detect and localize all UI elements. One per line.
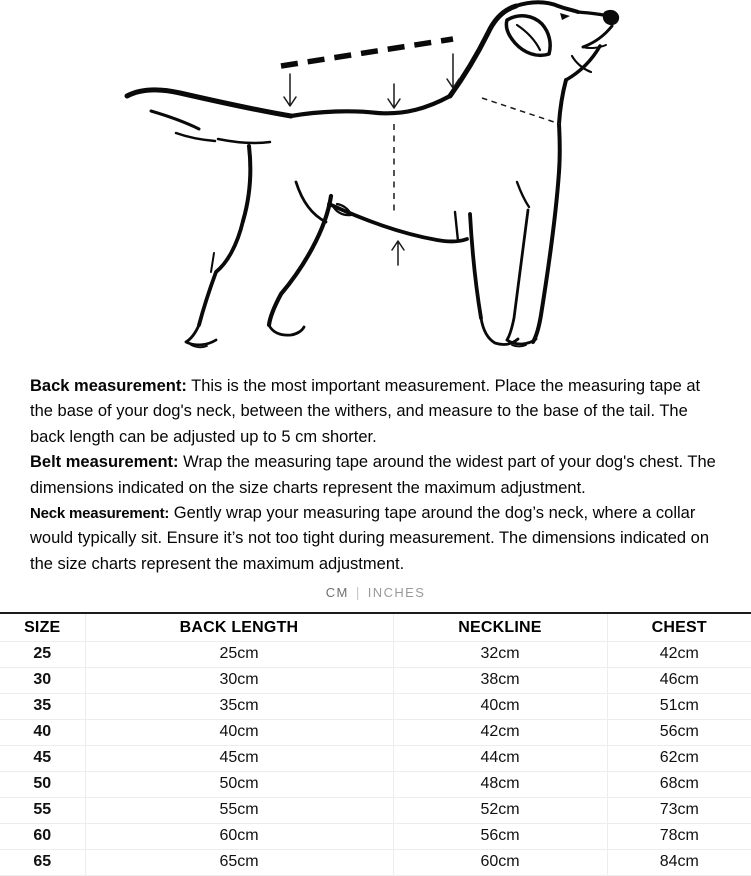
header-back-length: BACK LENGTH [85,613,393,641]
cell-neckline: 44cm [393,745,607,771]
cell-chest: 68cm [607,771,751,797]
cell-chest: 46cm [607,667,751,693]
size-chart-header [0,613,751,641]
cell-size: 40 [0,719,85,745]
dog-nose [603,10,619,25]
cell-neckline: 38cm [393,667,607,693]
cell-size: 25 [0,641,85,667]
cell-back-length: 35cm [85,693,393,719]
up-arrow-icon [392,241,404,265]
table-row [0,641,751,667]
cell-chest: 56cm [607,719,751,745]
cell-chest: 73cm [607,797,751,823]
dog-measurement-illustration [0,0,751,366]
cell-chest: 78cm [607,823,751,849]
unit-toggle [0,584,751,604]
cell-back-length: 30cm [85,667,393,693]
down-arrow-icon [284,74,296,106]
table-row [0,797,751,823]
back-measurement-text: This is the most important measurement. Place the measuring tape at the base of your dog's neck, between the withers, and measure to the base of the tail. The back length can be adjusted up to 5 cm shorter. [30,377,701,446]
cell-back-length: 50cm [85,771,393,797]
cell-size: 55 [0,797,85,823]
cell-neckline: 40cm [393,693,607,719]
cell-neckline: 52cm [393,797,607,823]
belt-measurement-text: Wrap the measuring tape around the widest part of your dog's chest. The dimensions indicated on the size charts represent the maximum adjustment. [30,453,716,497]
down-arrow-icon [388,84,400,108]
neck-measurement-paragraph [30,501,723,577]
cell-size: 30 [0,667,85,693]
header-neckline: NECKLINE [393,613,607,641]
cell-size: 35 [0,693,85,719]
unit-toggle-cm[interactable]: CM [325,585,349,601]
table-row [0,719,751,745]
back-measurement-paragraph [30,374,723,450]
cell-chest: 84cm [607,849,751,875]
cell-chest: 42cm [607,641,751,667]
table-row [0,823,751,849]
cell-neckline: 56cm [393,823,607,849]
belt-measurement-label: Belt measurement: [30,453,179,472]
cell-back-length: 65cm [85,849,393,875]
cell-back-length: 45cm [85,745,393,771]
table-row [0,849,751,875]
header-chest: CHEST [607,613,751,641]
size-chart-table [0,612,751,876]
cell-size: 45 [0,745,85,771]
table-row [0,745,751,771]
table-row [0,771,751,797]
measurement-instructions [0,366,751,577]
cell-size: 65 [0,849,85,875]
cell-back-length: 40cm [85,719,393,745]
neck-measurement-text: Gently wrap your measuring tape around the dog’s neck, where a collar would typically sit. Ensure it’s not too tight during measurement. The dimensions indicated on the size charts represent the maximum adjustment. [30,504,710,573]
neck-measure-dashed-line [482,98,560,124]
cell-back-length: 25cm [85,641,393,667]
neck-measurement-label: Neck measurement: [30,505,170,523]
down-arrow-icon [447,54,459,88]
cell-back-length: 60cm [85,823,393,849]
dog-eye [560,13,570,20]
unit-toggle-inches[interactable]: INCHES [367,585,426,601]
belt-measurement-paragraph [30,450,723,501]
cell-neckline: 48cm [393,771,607,797]
cell-size: 60 [0,823,85,849]
cell-chest: 62cm [607,745,751,771]
table-row [0,667,751,693]
cell-neckline: 32cm [393,641,607,667]
cell-back-length: 55cm [85,797,393,823]
table-row [0,693,751,719]
cell-size: 50 [0,771,85,797]
dog-line-art [0,0,751,366]
cell-neckline: 60cm [393,849,607,875]
back-measurement-label: Back measurement: [30,377,187,395]
back-measure-dashed-line [281,39,453,66]
cell-neckline: 42cm [393,719,607,745]
unit-toggle-divider: | [355,584,361,601]
size-chart-body [0,641,751,875]
header-size: SIZE [0,613,85,641]
cell-chest: 51cm [607,693,751,719]
